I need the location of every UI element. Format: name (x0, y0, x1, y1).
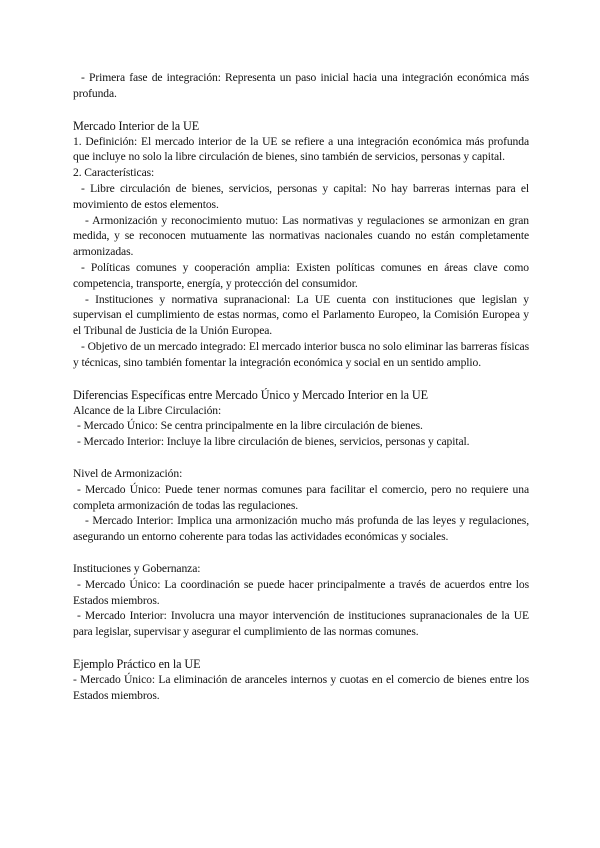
characteristic-item: - Armonización y reconocimiento mutuo: Las normativas y regulaciones se armonizan en gran medida, y se reconocen mutuamente las normativas nacionales cuando no están completamente armonizadas. (73, 213, 529, 259)
alcance-item: - Mercado Interior: Incluye la libre circulación de bienes, servicios, personas y capital. (77, 435, 470, 449)
characteristic-item: - Políticas comunes y cooperación amplia: Existen políticas comunes en áreas clave como competencia, transporte, energía, y protección del consumidor. (73, 260, 529, 290)
spacer (73, 371, 529, 387)
section-title-ejemplo: Ejemplo Práctico en la UE (73, 656, 201, 671)
alcance-item: - Mercado Único: Se centra principalmente en la libre circulación de bienes. (77, 419, 423, 433)
nivel-item: - Mercado Interior: Implica una armonización mucho más profunda de las leyes y regulaciones, asegurando un entorno coherente para todas las actividades económicas y sociales. (73, 514, 529, 544)
instituciones-item: - Mercado Único: La coordinación se puede hacer principalmente a través de acuerdos entre los Estados miembros. (73, 577, 529, 607)
characteristic-item: - Libre circulación de bienes, servicios, personas y capital: No hay barreras internas para el movimiento de estos elementos. (73, 181, 529, 211)
characteristic-item: - Objetivo de un mercado integrado: El mercado interior busca no solo eliminar las barreras físicas y técnicas, sino también fomentar la integración económica y social en un sentido amplio. (73, 339, 529, 369)
section-title-diferencias: Diferencias Específicas entre Mercado Único y Mercado Interior en la UE (73, 387, 428, 402)
intro-item: - Primera fase de integración: Representa un paso inicial hacia una integración económica más profunda. (73, 71, 529, 100)
spacer (73, 640, 529, 656)
subheading-alcance: Alcance de la Libre Circulación: (73, 403, 222, 417)
spacer (73, 545, 529, 561)
subheading-instituciones: Instituciones y Gobernanza: (73, 561, 201, 575)
spacer (73, 102, 529, 118)
nivel-item: - Mercado Único: Puede tener normas comunes para facilitar el comercio, pero no requiere una completa armonización de todas las regulaciones. (73, 482, 529, 512)
spacer (73, 450, 529, 466)
characteristics-heading: 2. Características: (73, 166, 155, 180)
ejemplo-item: - Mercado Único: La eliminación de aranceles internos y cuotas en el comercio de bienes entre los Estados miembros. (73, 672, 529, 702)
instituciones-item: - Mercado Interior: Involucra una mayor intervención de instituciones supranacionales de la UE para legislar, supervisar y asegurar el cumplimiento de las normas comunes. (73, 609, 529, 639)
document-body (73, 70, 529, 704)
characteristic-item: - Instituciones y normativa supranacional: La UE cuenta con instituciones que legislan y supervisan el cumplimiento de estas normas, como el Parlamento Europeo, la Comisión Europea y el Tribunal de Justicia de la Unión Europea. (73, 292, 529, 338)
definition-paragraph: 1. Definición: El mercado interior de la UE se refiere a una integración económica más profunda que incluye no solo la libre circulación de bienes, sino también de servicios, personas y capital. (73, 134, 529, 164)
section-title-mercado-interior: Mercado Interior de la UE (73, 118, 200, 133)
subheading-nivel: Nivel de Armonización: (73, 466, 183, 480)
